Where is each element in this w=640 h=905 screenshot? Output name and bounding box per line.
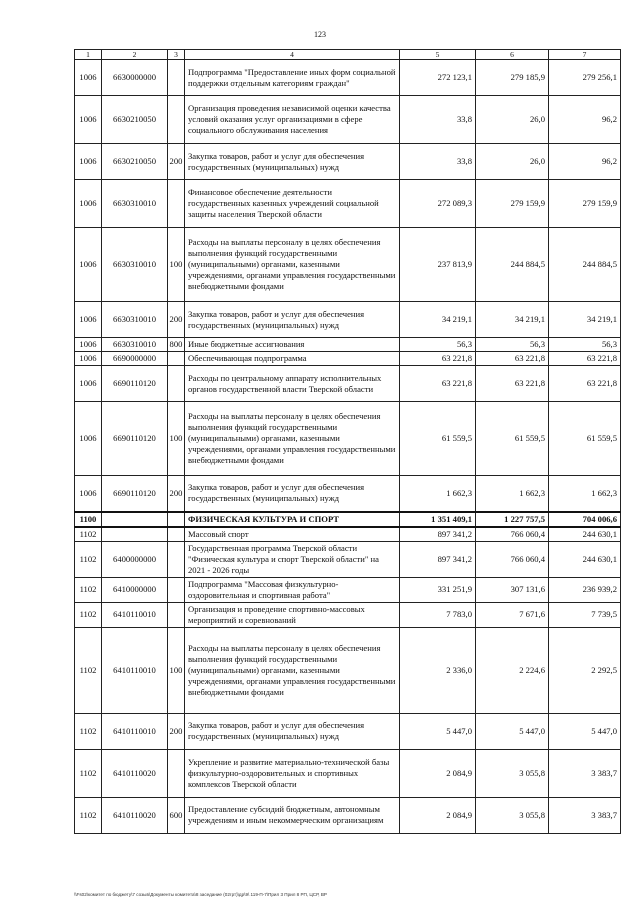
table-row <box>75 602 621 627</box>
amount-year-2: 307 131,6 <box>476 577 549 602</box>
target-article-code: 6410110010 <box>102 627 168 713</box>
target-article-code: 6410110010 <box>102 713 168 749</box>
section-code: 1102 <box>75 527 102 542</box>
amount-year-2: 3 055,8 <box>476 749 549 797</box>
section-code: 1006 <box>75 338 102 352</box>
target-article-code: 6410110020 <box>102 749 168 797</box>
expense-name: Государственная программа Тверской области "Физическая культура и спорт Тверской области" на 2021 - 2026 годы <box>185 541 400 577</box>
expense-name: Подпрограмма "Предоставление иных форм социальной поддержки отдельным категориям граждан" <box>185 60 400 96</box>
amount-year-1: 1 351 409,1 <box>400 512 476 527</box>
section-code: 1006 <box>75 228 102 302</box>
amount-year-2: 279 159,9 <box>476 180 549 228</box>
target-article-code: 6690110120 <box>102 476 168 512</box>
expense-name: Расходы на выплаты персоналу в целях обеспечения выполнения функций государственными (муниципальными) органами, казенными учреждениями, органами управления государственными внебюджетными фондами <box>185 228 400 302</box>
expense-type-code: 100 <box>168 627 185 713</box>
table-row <box>75 749 621 797</box>
expense-type-code: 200 <box>168 713 185 749</box>
amount-year-3: 7 739,5 <box>549 602 621 627</box>
amount-year-1: 1 662,3 <box>400 476 476 512</box>
table-row <box>75 96 621 144</box>
expense-type-code <box>168 527 185 542</box>
target-article-code: 6630310010 <box>102 180 168 228</box>
expense-name: Расходы на выплаты персоналу в целях обеспечения выполнения функций государственными (муниципальными) органами, казенными учреждениями, органами управления государственными внебюджетными фондами <box>185 402 400 476</box>
expense-type-code <box>168 366 185 402</box>
expense-name: Подпрограмма "Массовая физкультурно-оздоровительная и спортивная работа" <box>185 577 400 602</box>
section-code: 1102 <box>75 577 102 602</box>
expense-type-code <box>168 512 185 527</box>
amount-year-2: 279 185,9 <box>476 60 549 96</box>
amount-year-3: 96,2 <box>549 96 621 144</box>
expense-type-code <box>168 577 185 602</box>
expense-type-code <box>168 541 185 577</box>
table-row <box>75 541 621 577</box>
amount-year-3: 5 447,0 <box>549 713 621 749</box>
amount-year-3: 279 159,9 <box>549 180 621 228</box>
amount-year-3: 704 006,6 <box>549 512 621 527</box>
section-code: 1100 <box>75 512 102 527</box>
amount-year-3: 96,2 <box>549 144 621 180</box>
amount-year-2: 3 055,8 <box>476 797 549 833</box>
table-row <box>75 180 621 228</box>
amount-year-1: 56,3 <box>400 338 476 352</box>
table-row <box>75 713 621 749</box>
amount-year-3: 244 884,5 <box>549 228 621 302</box>
expense-type-code <box>168 180 185 228</box>
expense-name: Организация и проведение спортивно-массовых мероприятий и соревнований <box>185 602 400 627</box>
section-code: 1102 <box>75 541 102 577</box>
amount-year-3: 3 383,7 <box>549 797 621 833</box>
table-row <box>75 302 621 338</box>
amount-year-2: 244 884,5 <box>476 228 549 302</box>
amount-year-3: 3 383,7 <box>549 749 621 797</box>
column-number: 1 <box>75 50 102 60</box>
column-number: 7 <box>549 50 621 60</box>
footer-file-path: \\Fs02\комитет по бюджету\7 созыв\Документы комитета\8 заседание (02грт)\др\9\ 119-П-7\Прил 3 Прил 8 РП, ЦСР, ВР <box>74 892 327 897</box>
table-row <box>75 338 621 352</box>
target-article-code: 6630310010 <box>102 228 168 302</box>
column-number: 5 <box>400 50 476 60</box>
amount-year-1: 33,8 <box>400 96 476 144</box>
expense-type-code: 200 <box>168 144 185 180</box>
amount-year-2: 61 559,5 <box>476 402 549 476</box>
amount-year-1: 5 447,0 <box>400 713 476 749</box>
amount-year-3: 236 939,2 <box>549 577 621 602</box>
amount-year-3: 279 256,1 <box>549 60 621 96</box>
section-code: 1102 <box>75 713 102 749</box>
expense-name: Финансовое обеспечение деятельности государственных казенных учреждений социальной защиты населения Тверской области <box>185 180 400 228</box>
target-article-code: 6690110120 <box>102 366 168 402</box>
expense-type-code: 100 <box>168 228 185 302</box>
table-row <box>75 144 621 180</box>
amount-year-2: 766 060,4 <box>476 541 549 577</box>
amount-year-1: 272 089,3 <box>400 180 476 228</box>
amount-year-2: 766 060,4 <box>476 527 549 542</box>
expense-name: Закупка товаров, работ и услуг для обеспечения государственных (муниципальных) нужд <box>185 713 400 749</box>
target-article-code: 6410000000 <box>102 577 168 602</box>
amount-year-1: 2 084,9 <box>400 797 476 833</box>
expense-name: Укрепление и развитие материально-технической базы физкультурно-оздоровительных и спортивных комплексов Тверской области <box>185 749 400 797</box>
target-article-code <box>102 512 168 527</box>
amount-year-1: 237 813,9 <box>400 228 476 302</box>
amount-year-2: 1 662,3 <box>476 476 549 512</box>
amount-year-2: 7 671,6 <box>476 602 549 627</box>
expense-type-code <box>168 352 185 366</box>
amount-year-2: 63 221,8 <box>476 366 549 402</box>
amount-year-2: 26,0 <box>476 144 549 180</box>
budget-table <box>74 49 621 834</box>
expense-type-code: 100 <box>168 402 185 476</box>
target-article-code <box>102 527 168 542</box>
expense-name: Закупка товаров, работ и услуг для обеспечения государственных (муниципальных) нужд <box>185 476 400 512</box>
expense-type-code <box>168 749 185 797</box>
table-row <box>75 228 621 302</box>
amount-year-3: 244 630,1 <box>549 527 621 542</box>
section-code: 1006 <box>75 476 102 512</box>
page-number: 123 <box>314 30 326 39</box>
amount-year-1: 897 341,2 <box>400 527 476 542</box>
expense-type-code <box>168 602 185 627</box>
section-code: 1006 <box>75 402 102 476</box>
amount-year-2: 63 221,8 <box>476 352 549 366</box>
target-article-code: 6690000000 <box>102 352 168 366</box>
target-article-code: 6410110010 <box>102 602 168 627</box>
amount-year-2: 5 447,0 <box>476 713 549 749</box>
expense-type-code: 200 <box>168 476 185 512</box>
amount-year-3: 2 292,5 <box>549 627 621 713</box>
table-row <box>75 627 621 713</box>
amount-year-1: 63 221,8 <box>400 366 476 402</box>
amount-year-1: 34 219,1 <box>400 302 476 338</box>
target-article-code: 6630310010 <box>102 302 168 338</box>
section-code: 1102 <box>75 797 102 833</box>
expense-type-code <box>168 60 185 96</box>
expense-name: Предоставление субсидий бюджетным, автономным учреждениям и иным некоммерческим организациям <box>185 797 400 833</box>
column-number: 4 <box>185 50 400 60</box>
amount-year-1: 63 221,8 <box>400 352 476 366</box>
target-article-code: 6690110120 <box>102 402 168 476</box>
section-code: 1102 <box>75 627 102 713</box>
section-code: 1102 <box>75 749 102 797</box>
table-row <box>75 352 621 366</box>
amount-year-2: 34 219,1 <box>476 302 549 338</box>
expense-name: Массовый спорт <box>185 527 400 542</box>
expense-name: Закупка товаров, работ и услуг для обеспечения государственных (муниципальных) нужд <box>185 302 400 338</box>
amount-year-1: 331 251,9 <box>400 577 476 602</box>
amount-year-2: 2 224,6 <box>476 627 549 713</box>
expense-type-code <box>168 96 185 144</box>
expense-type-code: 600 <box>168 797 185 833</box>
section-code: 1006 <box>75 352 102 366</box>
column-number: 2 <box>102 50 168 60</box>
amount-year-1: 61 559,5 <box>400 402 476 476</box>
amount-year-1: 272 123,1 <box>400 60 476 96</box>
section-code: 1006 <box>75 180 102 228</box>
expense-name: Иные бюджетные ассигнования <box>185 338 400 352</box>
table-row <box>75 797 621 833</box>
column-number-row <box>75 50 621 60</box>
section-code: 1102 <box>75 602 102 627</box>
amount-year-1: 7 783,0 <box>400 602 476 627</box>
amount-year-1: 2 084,9 <box>400 749 476 797</box>
target-article-code: 6630310010 <box>102 338 168 352</box>
amount-year-3: 61 559,5 <box>549 402 621 476</box>
table-body <box>75 50 621 834</box>
table-row <box>75 402 621 476</box>
table-row <box>75 527 621 542</box>
target-article-code: 6630000000 <box>102 60 168 96</box>
table-row <box>75 512 621 527</box>
column-number: 3 <box>168 50 185 60</box>
amount-year-3: 63 221,8 <box>549 352 621 366</box>
section-code: 1006 <box>75 144 102 180</box>
amount-year-1: 897 341,2 <box>400 541 476 577</box>
amount-year-3: 1 662,3 <box>549 476 621 512</box>
expense-name: Обеспечивающая подпрограмма <box>185 352 400 366</box>
target-article-code: 6630210050 <box>102 96 168 144</box>
table-row <box>75 476 621 512</box>
amount-year-3: 244 630,1 <box>549 541 621 577</box>
target-article-code: 6630210050 <box>102 144 168 180</box>
amount-year-3: 63 221,8 <box>549 366 621 402</box>
amount-year-2: 26,0 <box>476 96 549 144</box>
expense-name: Закупка товаров, работ и услуг для обеспечения государственных (муниципальных) нужд <box>185 144 400 180</box>
section-code: 1006 <box>75 96 102 144</box>
expense-name: Расходы на выплаты персоналу в целях обеспечения выполнения функций государственными (муниципальными) органами, казенными учреждениями, органами управления государственными внебюджетными фондами <box>185 627 400 713</box>
amount-year-1: 33,8 <box>400 144 476 180</box>
table-row <box>75 577 621 602</box>
expense-type-code: 800 <box>168 338 185 352</box>
amount-year-3: 34 219,1 <box>549 302 621 338</box>
expense-name: ФИЗИЧЕСКАЯ КУЛЬТУРА И СПОРТ <box>185 512 400 527</box>
amount-year-2: 1 227 757,5 <box>476 512 549 527</box>
table-row <box>75 60 621 96</box>
section-code: 1006 <box>75 302 102 338</box>
column-number: 6 <box>476 50 549 60</box>
section-code: 1006 <box>75 366 102 402</box>
expense-name: Организация проведения независимой оценки качества условий оказания услуг организациями в сфере социального обслуживания населения <box>185 96 400 144</box>
amount-year-3: 56,3 <box>549 338 621 352</box>
target-article-code: 6410110020 <box>102 797 168 833</box>
amount-year-1: 2 336,0 <box>400 627 476 713</box>
section-code: 1006 <box>75 60 102 96</box>
table-row <box>75 366 621 402</box>
expense-type-code: 200 <box>168 302 185 338</box>
expense-name: Расходы по центральному аппарату исполнительных органов государственной власти Тверской области <box>185 366 400 402</box>
amount-year-2: 56,3 <box>476 338 549 352</box>
target-article-code: 6400000000 <box>102 541 168 577</box>
